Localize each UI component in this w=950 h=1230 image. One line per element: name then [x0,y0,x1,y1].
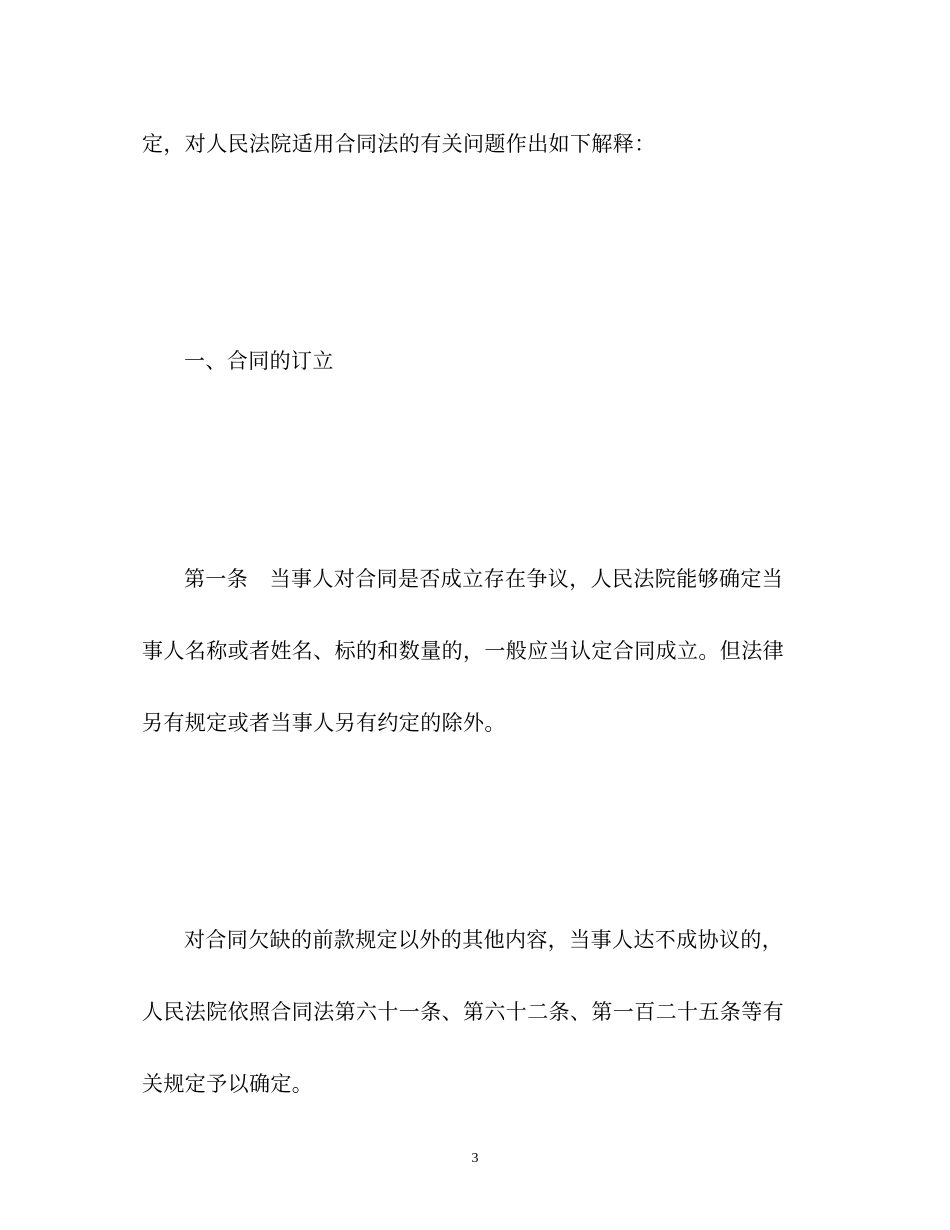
section-heading: 一、合同的订立 [184,349,334,373]
paragraph-2-line-1: 对合同欠缺的前款规定以外的其他内容，当事人达不成协议的， [184,928,784,952]
article-1-line-3: 另有规定或者当事人另有约定的除外。 [142,711,506,735]
article-1-line-1: 第一条 当事人对合同是否成立存在争议，人民法院能够确定当 [184,567,784,591]
article-1-line-2: 事人名称或者姓名、标的和数量的，一般应当认定合同成立。但法律 [142,639,784,663]
paragraph-2-line-2: 人民法院依照合同法第六十一条、第六十二条、第一百二十五条等有 [142,1000,784,1024]
paragraph-2-line-3: 关规定予以确定。 [142,1072,314,1096]
intro-text-line: 定，对人民法院适用合同法的有关问题作出如下解释： [142,132,656,156]
page-number: 3 [471,1151,479,1166]
